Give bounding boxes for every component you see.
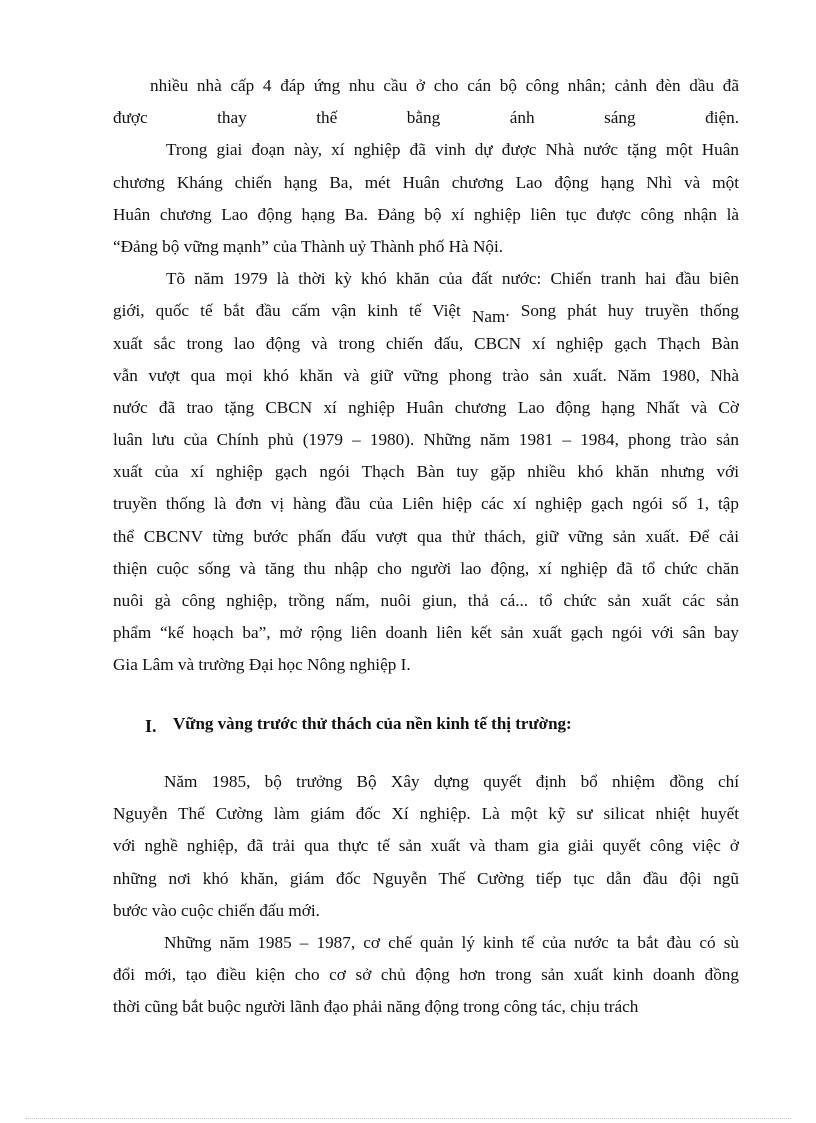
- text-line: xuất của xí nghiệp gạch ngói Thạch Bàn tuy gặp nhiều khó khăn nhưng với: [113, 462, 739, 482]
- section-heading: [145, 713, 572, 734]
- text-line: được thay thế bằng ánh sáng điện.: [113, 108, 739, 128]
- text-line: luân lưu của Chính phủ (1979 – 1980). Những năm 1981 – 1984, phong trào sản: [113, 430, 739, 450]
- section-number: I.: [145, 716, 157, 736]
- text-fragment: Nam: [471, 307, 506, 327]
- text-line: thể CBCNV từng bước phấn đấu vượt qua thử thách, giữ vững sản xuất. Để cải: [113, 526, 739, 546]
- text-line: đổi mới, tạo điều kiện cho cơ sở chủ động hơn trong sản xuất kinh doanh đồng: [113, 965, 739, 985]
- document-body: [113, 70, 739, 682]
- text-line: [113, 295, 739, 327]
- text-line: nuôi gà công nghiệp, trồng nấm, nuôi giun, thả cá... tổ chức sản xuất các sản: [113, 591, 739, 610]
- text-line: Huân chương Lao động hạng Ba. Đảng bộ xí nghiệp liên tục được công nhận là: [113, 204, 739, 224]
- page-bottom-rule: [25, 1118, 791, 1119]
- text-line: với nghề nghiệp, đã trải qua thực tế sản xuất và tham gia giải quyết công việc ở: [113, 836, 739, 856]
- text-line: Tõ năm 1979 là thời kỳ khó khăn của đất nước: Chiến tranh hai đầu biên: [166, 269, 739, 289]
- section-title: Vững vàng trước thử thách của nền kinh tế thị trường:: [173, 714, 572, 733]
- document-body-continued: [113, 766, 739, 1024]
- text-line: vẫn vượt qua mọi khó khăn và giữ vững phong trào sản xuất. Năm 1980, Nhà: [113, 365, 739, 385]
- text-line: bước vào cuộc chiến đấu mới.: [113, 900, 320, 920]
- text-line: thời cũng bắt buộc người lãnh đạo phải năng động trong công tác, chịu trách: [113, 997, 639, 1017]
- text-line: “Đảng bộ vững mạnh” của Thành uỷ Thành phố Hà Nội.: [113, 236, 504, 256]
- text-line: phẩm “kế hoạch ba”, mở rộng liên doanh liên kết sản xuất gạch ngói với sân bay: [113, 623, 739, 643]
- text-line: những nơi khó khăn, giám đốc Nguyễn Thế Cường tiếp tục dẫn đầu đội ngũ: [113, 868, 739, 888]
- text-line: Trong giai đoạn này, xí nghiệp đã vinh dự được Nhà nước tặng một Huân: [166, 140, 739, 160]
- text-line: truyền thống là đơn vị hàng đầu của Liên hiệp các xí nghiệp gạch ngói số 1, tập: [113, 494, 739, 514]
- text-line: Năm 1985, bộ trưởng Bộ Xây dựng quyết định bổ nhiệm đồng chí: [164, 772, 739, 791]
- text-line: Những năm 1985 – 1987, cơ chế quản lý kinh tế của nước ta bắt đàu có sù: [164, 932, 739, 952]
- text-line: nước đã trao tặng CBCN xí nghiệp Huân chương Lao động hạng Nhất và Cờ: [113, 397, 739, 417]
- text-line: chương Kháng chiến hạng Ba, mét Huân chương Lao động hạng Nhì và một: [113, 172, 739, 192]
- text-line: xuất sắc trong lao động và trong chiến đấu, CBCN xí nghiệp gạch Thạch Bàn: [113, 333, 739, 353]
- text-line: Nguyễn Thế Cường làm giám đốc Xí nghiệp. Là một kỹ sư silicat nhiệt huyết: [113, 804, 739, 824]
- text-fragment: . Song phát huy truyền thống: [505, 301, 739, 321]
- text-line: thiện cuộc sống và tăng thu nhập cho người lao động, xí nghiệp đã tổ chức chăn: [113, 558, 739, 578]
- text-line: nhiều nhà cấp 4 đáp ứng nhu cầu ở cho cán bộ công nhân; cảnh đèn dầu đã: [150, 76, 739, 95]
- text-line: Gia Lâm và trường Đại học Nông nghiệp I.: [113, 655, 411, 675]
- text-fragment: giới, quốc tế bắt đầu cấm vận kinh tế Việt: [113, 301, 472, 321]
